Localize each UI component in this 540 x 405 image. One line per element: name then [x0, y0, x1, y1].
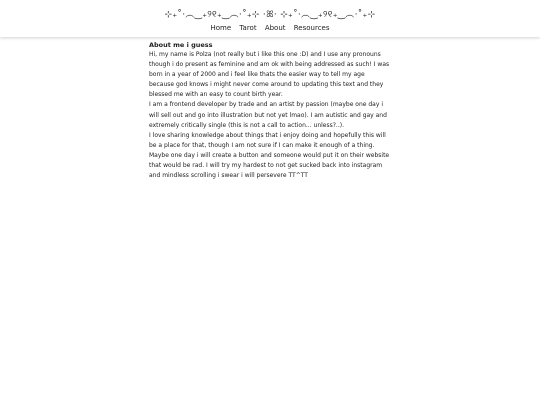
- about-paragraph-work: I am a frontend developer by trade and an artist by passion (maybe one day i will sell out and go into illustration but not yet lmao). I am autistic and gay and extremely critically single (this is not a call to action... unless?..).: [149, 101, 387, 129]
- nav-tarot-link[interactable]: Tarot: [239, 24, 257, 32]
- nav-home-link[interactable]: Home: [210, 24, 232, 32]
- about-heading: About me i guess: [149, 41, 213, 49]
- nav-about-link[interactable]: About: [264, 24, 286, 32]
- site-title: ⊹₊˚‧︵‿₊୨୧₊‿︵‧˚₊⊹ ·ꕤ· ⊹₊˚‧︵‿₊୨୧₊‿︵‧˚₊⊹: [164, 10, 376, 20]
- nav-resources-link[interactable]: Resources: [293, 24, 330, 32]
- main-nav: [0, 24, 540, 32]
- about-paragraph-intro: Hi, my name is Polza (not really but i like this one :D) and I use any pronouns though i do present as feminine and am ok with being addressed as such! I was born in a year of 2000 and i feel like thats the easier way to tell my age because god knows i might never come around to updating this text and they blessed me with an easy to count birth year.: [149, 51, 390, 99]
- site-header: [0, 0, 540, 37]
- about-content: [149, 40, 391, 181]
- about-paragraph-sharing: I love sharing knowledge about things that i enjoy doing and hopefully this will be a place for that, though I am not sure if I can make it enough of a thing. Maybe one day i will create a button and someone would put it on their website that would be rad. I will try my hardest to not get sucked back into instagram and mindless scrolling i swear i will persevere TT^TT: [149, 131, 390, 180]
